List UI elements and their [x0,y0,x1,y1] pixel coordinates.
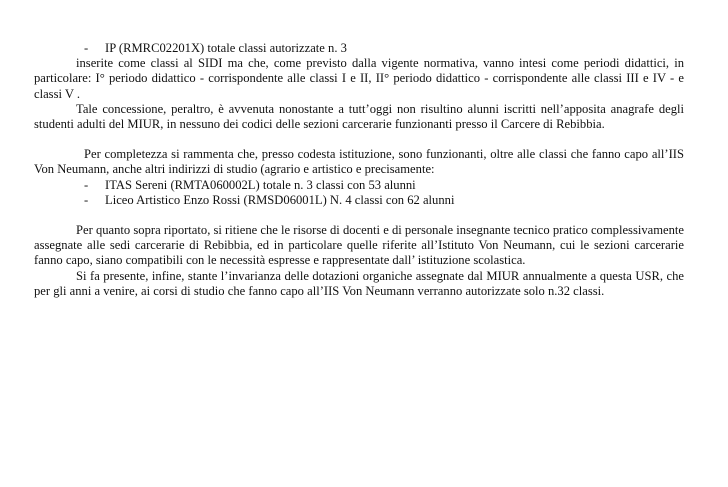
paragraph-dotazioni: Si fa presente, infine, stante l’invarianza delle dotazioni organiche assegnate dal MIUR annualmente a questa USR, che per gli anni a venire, ai corsi di studio che fanno capo all’IIS Von Neumann verranno autorizzate solo n.32 classi. [34,268,684,298]
bullet-text: IP (RMRC02201X) totale classi autorizzate n. 3 [105,41,347,55]
bullet-item-itas [34,178,684,193]
paragraph-gap [34,132,684,147]
paragraph-periodi-didattici: inserite come classi al SIDI ma che, come previsto dalla vigente normativa, vanno intesi come periodi didattici, in particolare: I° periodo didattico - corrispondente alle classi I e II, II° periodo didattico - corrispondente alle classi III e IV - e classi V . [34,56,684,101]
bullet-dash: - [84,177,89,192]
bullet-dash: - [84,41,89,55]
bullet-dash: - [84,192,89,207]
document-body [34,41,684,299]
paragraph-concessione: Tale concessione, peraltro, è avvenuta nonostante a tutt’oggi non risultino alunni iscritti nell’apposita anagrafe degli studenti adulti del MIUR, in nessuno dei codici delle sezioni carcerarie funzionanti presso il Carcere di Rebibbia. [34,101,684,132]
paragraph-gap [34,208,684,223]
bullet-text: ITAS Sereni (RMTA060002L) totale n. 3 classi con 53 alunni [105,177,416,192]
bullet-item-liceo [34,193,684,208]
bullet-text: Liceo Artistico Enzo Rossi (RMSD06001L) N. 4 classi con 62 alunni [105,192,455,207]
paragraph-completezza: Per completezza si rammenta che, presso codesta istituzione, sono funzionanti, oltre alle classi che fanno capo all’IIS Von Neumann, anche altri indirizzi di studio (agrario e artistico e precisamente: [34,147,684,177]
bullet-item-ip [34,41,684,56]
paragraph-risorse: Per quanto sopra riportato, si ritiene che le risorse di docenti e di personale insegnante tecnico pratico complessivamente assegnate alle sedi carcerarie di Rebibbia, ed in particolare quelle riferite all’Istituto Von Neumann, cui le sezioni carcerarie fanno capo, siano compatibili con le necessità espresse e rappresentate dall’ istituzione scolastica. [34,223,684,268]
